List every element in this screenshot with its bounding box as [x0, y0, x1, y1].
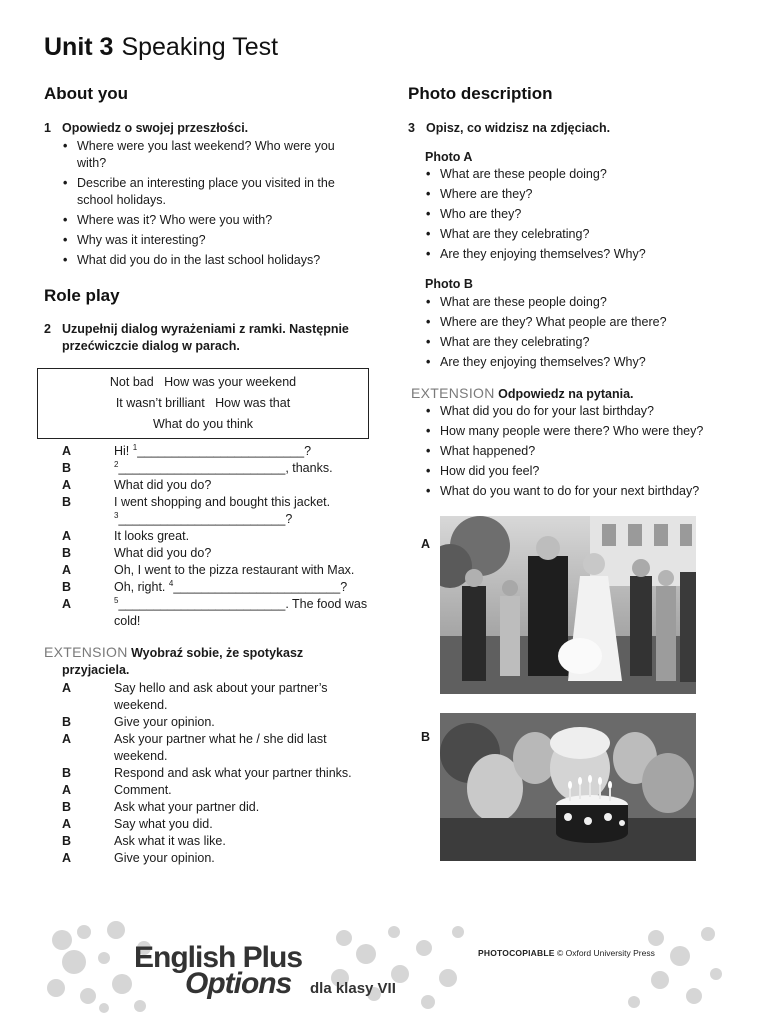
gap-blank[interactable]: ________________________ [118, 597, 286, 611]
task-number: 3 [408, 121, 415, 135]
dialog-text: Oh, right. [114, 580, 169, 594]
speaker: A [62, 783, 72, 797]
dialog-row [62, 443, 372, 460]
speaker: B [62, 834, 72, 848]
dialog-text: What did you do? [114, 478, 212, 492]
dialog-row [62, 782, 372, 799]
list-item: • What are these people doing? [425, 294, 725, 311]
gap-number: 3 [114, 511, 119, 520]
row-text: Comment. [114, 783, 172, 797]
dialog-row [62, 748, 372, 765]
instruction-text: Uzupełnij dialog wyrażeniami z ramki. Następnie przećwiczcie dialog w parach. [62, 322, 349, 353]
instruction-text: Wyobraź sobie, że spotykasz przyjaciela. [62, 646, 304, 677]
photocopiable-label: PHOTOCOPIABLE [478, 948, 555, 958]
dialog-text: Oh, I went to the pizza restaurant with Max. [114, 563, 355, 577]
row-text: Ask your partner what he / she did last [114, 732, 327, 746]
extension-right-list [425, 403, 735, 503]
dialog-text: , thanks. [285, 461, 333, 475]
speaker: A [62, 529, 72, 543]
gap-number: 4 [168, 579, 174, 588]
gap-blank[interactable]: ________________________ [137, 444, 305, 458]
speaker: B [62, 800, 72, 814]
list-item: • Where are they? [425, 186, 725, 203]
dialog-row [62, 613, 372, 630]
photo-desc-instruction [408, 120, 728, 137]
dialog-text: . The food was [285, 597, 368, 611]
dialog-text: cold! [114, 614, 141, 628]
dialog-text: It looks great. [114, 529, 190, 543]
roleplay-heading: Role play [44, 286, 120, 305]
brand-line-2: Options [185, 967, 292, 1000]
speaker: A [62, 597, 72, 611]
photo-b-label: Photo B [425, 277, 473, 291]
list-item: • Are they enjoying themselves? Why? [425, 246, 725, 263]
footer-band [44, 918, 724, 1014]
gap-number: 1 [132, 443, 138, 452]
list-item: • What happened? [425, 443, 735, 460]
extension-right-instruction [411, 385, 731, 403]
speaker: A [62, 478, 72, 492]
dialog-row [62, 833, 372, 850]
row-text: Give your opinion. [114, 851, 215, 865]
list-item: • Describe an interesting place you visited in the school holidays. [62, 175, 352, 209]
dialog-text: I went shopping and bought this jacket. [114, 495, 331, 509]
list-item: • Where are they? What people are there? [425, 314, 725, 331]
phrase-line: Not bad How was your weekend [109, 375, 297, 389]
dialog-row [62, 850, 372, 867]
list-item: • What are they celebrating? [425, 226, 725, 243]
dialog-row [62, 562, 372, 579]
phrase-line: What do you think [152, 417, 254, 431]
list-item: • What are they celebrating? [425, 334, 725, 351]
photo-a-marker: A [421, 537, 431, 551]
list-item: • Are they enjoying themselves? Why? [425, 354, 725, 371]
title-text: Speaking Test [121, 33, 279, 61]
row-text: Respond and ask what your partner thinks. [114, 766, 352, 780]
speaker: A [62, 681, 72, 695]
speaker: B [62, 495, 72, 509]
dialog-row [62, 596, 372, 613]
photo-desc-heading: Photo description [408, 84, 553, 103]
row-text: weekend. [114, 698, 168, 712]
speaker: A [62, 444, 72, 458]
list-item: • How did you feel? [425, 463, 735, 480]
instruction-text: Odpowiedz na pytania. [498, 387, 634, 401]
dialog-text: Hi! [114, 444, 133, 458]
dialog-row [62, 545, 372, 562]
list-item: • Where were you last weekend? Who were you with? [62, 138, 352, 172]
dialog-row [62, 714, 372, 731]
photo-b-marker: B [421, 730, 431, 744]
photocopiable-notice [478, 945, 655, 962]
phrase-box [37, 368, 369, 439]
list-item: • What are these people doing? [425, 166, 725, 183]
dialog-row [62, 528, 372, 545]
dialog-row [62, 680, 372, 697]
dialog-row [62, 494, 372, 511]
photo-a-list [425, 166, 725, 266]
list-item: • How many people were there? Who were they? [425, 423, 735, 440]
speaker: B [62, 766, 72, 780]
dialog-row [62, 579, 372, 596]
birthday-photo [440, 713, 696, 861]
dialog [62, 443, 372, 630]
about-heading: About you [44, 84, 129, 103]
wedding-photo [440, 516, 696, 694]
speaker: B [62, 715, 72, 729]
brand-line-1: English Plus [134, 941, 303, 974]
roleplay-instruction [44, 321, 369, 355]
extension-left-list [62, 680, 372, 867]
about-instruction [44, 120, 374, 137]
speaker: B [62, 546, 72, 560]
dialog-row [62, 731, 372, 748]
phrase-line: It wasn’t brilliant How was that [115, 396, 291, 410]
dialog-row [62, 799, 372, 816]
row-text: weekend. [114, 749, 168, 763]
grade-label: dla klasy VII [310, 980, 396, 997]
row-text: Say what you did. [114, 817, 213, 831]
list-item: • What did you do in the last school holidays? [62, 252, 352, 269]
dialog-row [62, 477, 372, 494]
unit-label: Unit 3 [44, 33, 114, 61]
dialog-row [62, 765, 372, 782]
row-text: Say hello and ask about your partner’s [114, 681, 328, 695]
list-item: • Who are they? [425, 206, 725, 223]
dialog-row [62, 816, 372, 833]
extension-left-instruction [44, 644, 364, 679]
speaker: A [62, 851, 72, 865]
instruction-text: Opowiedz o swojej przeszłości. [62, 121, 249, 135]
gap-blank[interactable]: ________________________ [173, 580, 341, 594]
row-text: Ask what it was like. [114, 834, 226, 848]
instruction-text: Opisz, co widzisz na zdjęciach. [426, 121, 611, 135]
extension-label: EXTENSION [411, 385, 495, 401]
dialog-text: What did you do? [114, 546, 212, 560]
page-title [44, 32, 278, 62]
gap-blank[interactable]: ________________________ [118, 461, 286, 475]
dialog-row [62, 511, 372, 528]
list-item: • Where was it? Who were you with? [62, 212, 352, 229]
dialog-row [62, 697, 372, 714]
dialog-text: ? [285, 512, 293, 526]
list-item: • Why was it interesting? [62, 232, 352, 249]
gap-number: 5 [114, 596, 119, 605]
photo-b-list [425, 294, 725, 374]
list-item: • What do you want to do for your next birthday? [425, 483, 735, 500]
dialog-text: ? [304, 444, 312, 458]
dialog-text: ? [340, 580, 348, 594]
gap-number: 2 [114, 460, 119, 469]
speaker: A [62, 817, 72, 831]
dialog-row [62, 460, 372, 477]
list-item: • What did you do for your last birthday? [425, 403, 735, 420]
task-number: 2 [44, 322, 51, 336]
photo-a-label: Photo A [425, 150, 473, 164]
row-text: Give your opinion. [114, 715, 215, 729]
gap-blank[interactable]: ________________________ [118, 512, 286, 526]
speaker: A [62, 563, 72, 577]
extension-label: EXTENSION [44, 644, 128, 660]
publisher: © Oxford University Press [556, 948, 655, 958]
row-text: Ask what your partner did. [114, 800, 260, 814]
speaker: B [62, 461, 72, 475]
task-number: 1 [44, 121, 51, 135]
about-list [62, 138, 352, 272]
speaker: A [62, 732, 72, 746]
speaker: B [62, 580, 72, 594]
